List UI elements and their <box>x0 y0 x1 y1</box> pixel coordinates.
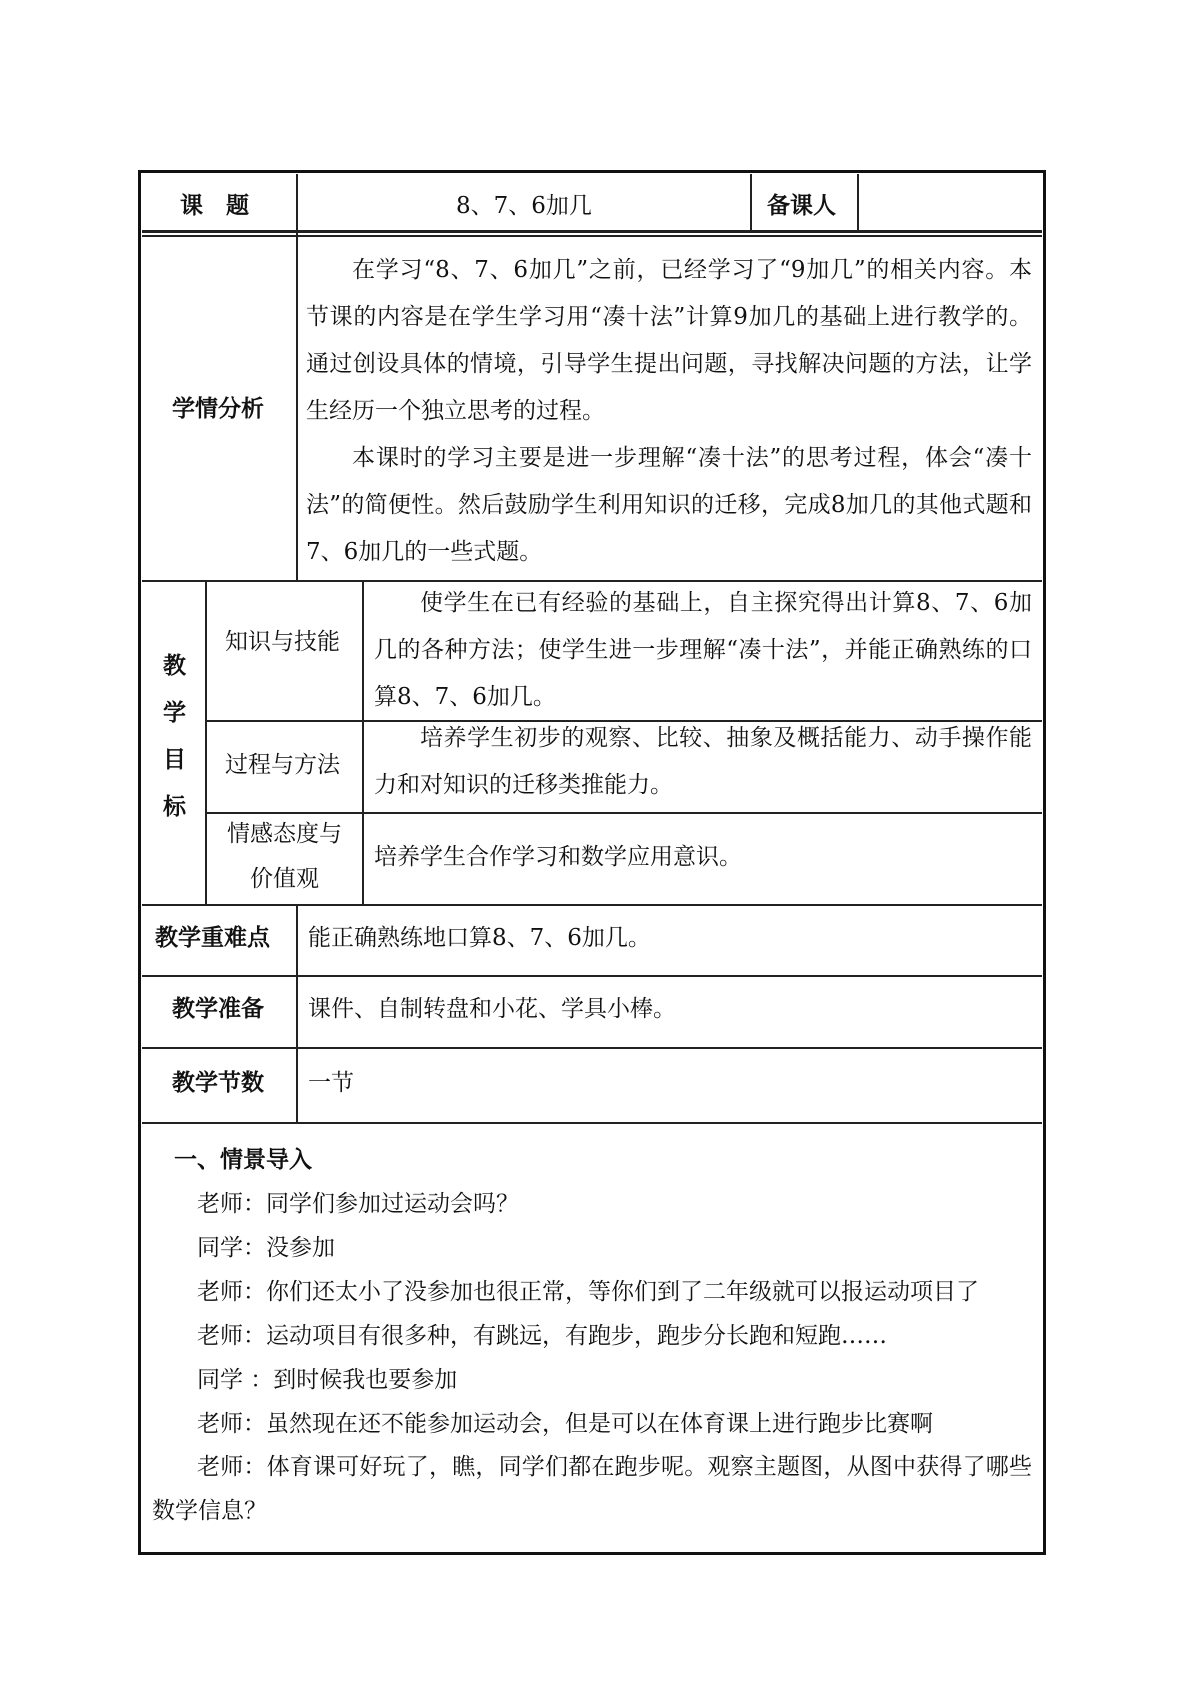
periods-label: 教学节数 <box>172 1070 264 1096</box>
process-line-7: 老师：体育课可好玩了，瞧，同学们都在跑步呢。观察主题图，从图中获得了哪些数学信息？ <box>152 1454 1032 1524</box>
goal-process-text: 培养学生初步的观察、比较、抽象及概括能力、动手操作能力和对知识的迁移类推能力。 <box>374 725 1032 798</box>
process-line-4: 老师：运动项目有很多种，有跳远，有跑步，跑步分长跑和短跑…… <box>197 1323 887 1349</box>
rule-goals-bottom <box>142 904 1042 906</box>
goal-attitude-label-line-2: 价值观 <box>250 866 319 892</box>
goal-attitude-label <box>207 812 362 902</box>
process-line-1: 老师：同学们参加过运动会吗？ <box>197 1191 519 1217</box>
process-line-5: 同学 ：到时候我也要参加 <box>197 1367 458 1393</box>
rule-keypoints-bottom <box>142 975 1042 977</box>
goals-label-char-4: 标 <box>163 794 186 820</box>
goals-label-char-2: 学 <box>163 700 186 726</box>
goal-knowledge-text: 使学生在已有经验的基础上，自主探究得出计算8、7、6加几的各种方法；使学生进一步理解“凑十法”，并能正确熟练的口算8、7、6加几。 <box>374 590 1032 710</box>
goal-attitude-label-line-1: 情感态度与 <box>227 821 342 847</box>
process-line-2: 同学：没参加 <box>197 1235 335 1261</box>
goals-label-char-3: 目 <box>163 747 186 773</box>
goal-attitude-text: 培养学生合作学习和数学应用意识。 <box>374 844 742 870</box>
rule-periods-bottom <box>142 1122 1042 1124</box>
rule-header-bottom-2 <box>142 235 1042 237</box>
periods-text: 一节 <box>308 1070 354 1096</box>
analysis-label: 学情分析 <box>172 396 264 422</box>
topic-value: 8、7、6加几 <box>456 193 592 219</box>
process-line-6: 老师：虽然现在还不能参加运动会，但是可以在体育课上进行跑步比赛啊 <box>197 1411 933 1437</box>
rule-prep-bottom <box>142 1047 1042 1049</box>
rule-label-column <box>296 174 298 580</box>
rule-preparer-right <box>857 174 859 230</box>
rule-label-column-lower <box>296 904 298 1122</box>
key-points-text: 能正确熟练地口算8、7、6加几。 <box>308 925 651 951</box>
rule-goals-sublabel <box>362 580 364 904</box>
rule-header-bottom <box>142 230 1042 233</box>
preparation-label: 教学准备 <box>172 996 264 1022</box>
rule-preparer-left <box>750 174 752 230</box>
analysis-body <box>306 247 1032 576</box>
preparation-text: 课件、自制转盘和小花、学具小棒。 <box>308 996 676 1022</box>
goal-knowledge-label: 知识与技能 <box>225 629 340 655</box>
process-line-3: 老师：你们还太小了没参加也很正常，等你们到了二年级就可以报运动项目了 <box>197 1279 979 1305</box>
process-section-title: 一、情景导入 <box>174 1147 312 1173</box>
preparer-label: 备课人 <box>767 193 836 219</box>
goals-label-char-1: 教 <box>163 653 186 679</box>
key-points-label: 教学重难点 <box>155 925 270 951</box>
analysis-paragraph-1: 在学习“8、7、6加几”之前，已经学习了“9加几”的相关内容。本节课的内容是在学生学习用“凑十法”计算9加几的基础上进行教学的。通过创设具体的情境，引导学生提出问题，寻找解决问题的方法，让学生经历一个独立思考的过程。 <box>306 257 1032 424</box>
analysis-paragraph-2: 本课时的学习主要是进一步理解“凑十法”的思考过程，体会“凑十法”的简便性。然后鼓励学生利用知识的迁移，完成8加几的其他式题和7、6加几的一些式题。 <box>306 445 1032 565</box>
topic-label: 课 题 <box>180 193 249 219</box>
goal-process-label: 过程与方法 <box>225 752 340 778</box>
